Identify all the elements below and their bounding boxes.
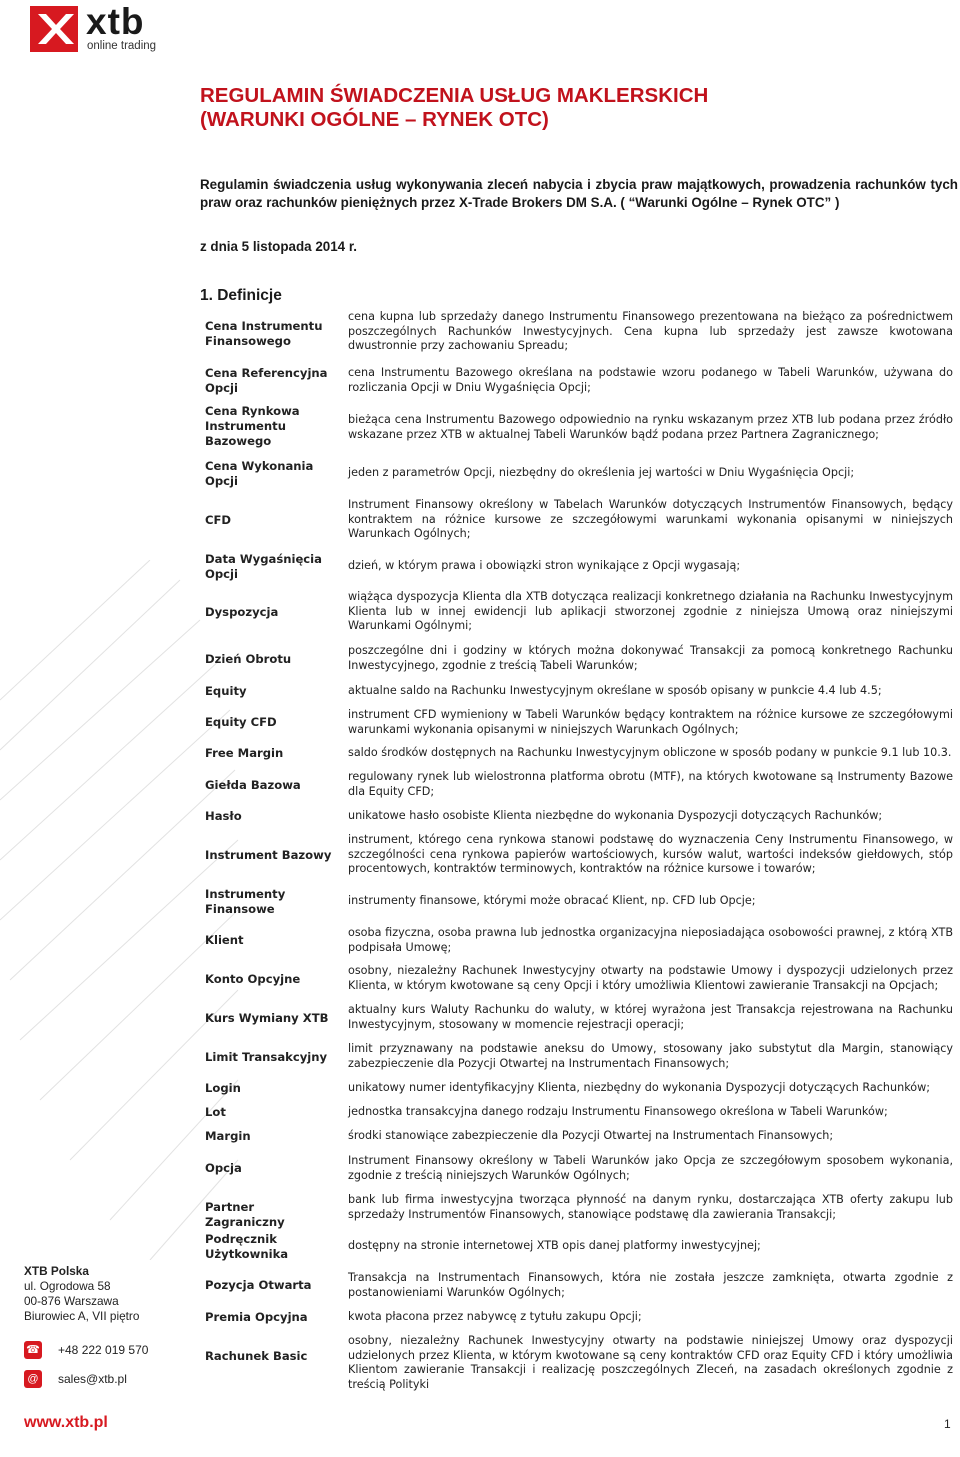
logo-wordmark: xtb: [86, 1, 145, 42]
definition-term: Podręcznik Użytkownika: [205, 1232, 289, 1261]
definition-term: Lot: [205, 1105, 226, 1119]
phone-number: +48 222 019 570: [58, 1343, 149, 1357]
definition-text: kwota płacona przez nabywcę z tytułu zakupu Opcji;: [348, 1310, 642, 1323]
definition-text: Instrument Finansowy określony w Tabelach Warunków dotyczących Instrumentów Finansowych, będący kontraktem na różnice kursowe ze szczegółowymi warunkami wykonania opisanymi w niniejszych Warunkach Ogólnych;: [348, 498, 953, 541]
definition-text: regulowany rynek lub wielostronna platforma obrotu (MTF), na których kwotowane są Instrumenty Bazowe dla Equity CFD;: [348, 770, 953, 798]
definition-term: Free Margin: [205, 746, 284, 760]
page-number: 1: [944, 1417, 951, 1431]
definition-text: bank lub firma inwestycyjna tworząca płynność na danym rynku, dostarczająca XTB oferty zakupu lub sprzedaży Instrumentów Finansowych, stanowiące podstawę dla zawierania Transakcji;: [348, 1193, 953, 1221]
definition-text: bieżąca cena Instrumentu Bazowego odpowiednio na rynku wskazanym przez XTB lub podana przez źródło wskazane przez XTB w aktualnej Tabeli Warunków bądź podana przez Partnera Zagranicznego;: [348, 413, 953, 441]
definition-term: Opcja: [205, 1161, 242, 1175]
definition-term: Instrumenty Finansowe: [205, 887, 286, 916]
definition-term: Cena Rynkowa Instrumentu Bazowego: [205, 404, 300, 448]
definition-text: Instrument Finansowy określony w Tabeli Warunków jako Opcja ze szczegółowym sposobem wykonania, zgodnie z treścią niniejszych Warunków Ogólnych;: [348, 1154, 953, 1182]
definition-text: poszczególne dni i godziny w których można dokonywać Transakcji za pomocą konkretnego Rachunku Inwestycyjnego, zgodnie z treścią Tabeli Warunków;: [348, 644, 953, 672]
definition-text: Transakcja na Instrumentach Finansowych, która nie została jeszcze zamknięta, otwarta zgodnie z postanowieniami Warunków Ogólnych;: [348, 1271, 953, 1299]
at-icon: @: [24, 1370, 42, 1388]
definition-text: jednostka transakcyjna danego rodzaju Instrumentu Finansowego określona w Tabeli Warunków;: [348, 1105, 888, 1118]
definition-term: Instrument Bazowy: [205, 848, 332, 862]
definition-text: dzień, w którym prawa i obowiązki stron wynikające z Opcji wygasają;: [348, 559, 741, 572]
phone-icon: ☎: [24, 1341, 42, 1359]
definition-text: jeden z parametrów Opcji, niezbędny do określenia jej wartości w Dniu Wygaśnięcia Opcji;: [348, 466, 855, 479]
definition-text: aktualne saldo na Rachunku Inwestycyjnym określane w sposób opisany w punkcie 4.4 lub 4.5;: [348, 684, 882, 697]
definition-text: saldo środków dostępnych na Rachunku Inwestycyjnym obliczone w sposób podany w punkcie 9.1 lub 10.3.: [348, 746, 952, 759]
definition-text: unikatowy numer identyfikacyjny Klienta, niezbędny do wykonania Dyspozycji dotyczących Rachunków;: [348, 1081, 931, 1094]
definition-text: wiążąca dyspozycja Klienta dla XTB dotycząca realizacji konkretnego działania na Rachunku Inwestycyjnym Klienta lub w innej ewidencji lub aplikacji stworzonej zgodnie z niniejsza Umową oraz niniejszymi Warunkami Ogólnymi;: [348, 590, 953, 633]
definition-text: cena Instrumentu Bazowego określana na podstawie wzoru podanego w Tabeli Warunków, używana do rozliczania Opcji w Dniu Wygaśnięcia Opcji;: [348, 366, 953, 394]
definition-term: Partner Zagraniczny: [205, 1200, 285, 1229]
definition-text: aktualny kurs Waluty Rachunku do waluty, w której wyrażona jest Transakcja rejestrowana na Rachunku Inwestycyjnym, stosowany w momencie rejestracji operacji;: [348, 1003, 953, 1031]
definition-text: unikatowe hasło osobiste Klienta niezbędne do wykonania Dyspozycji dotyczących Rachunków;: [348, 809, 883, 822]
definition-text: środki stanowiące zabezpieczenie dla Pozycji Otwartej na Instrumentach Finansowych;: [348, 1129, 834, 1142]
definition-text: osoba fizyczna, osoba prawna lub jednostka organizacyjna nieposiadająca osobowości prawnej, z którą XTB podpisała Umowę;: [348, 926, 953, 954]
title-line-1: REGULAMIN ŚWIADCZENIA USŁUG MAKLERSKICH: [200, 84, 709, 107]
email-address: sales@xtb.pl: [58, 1372, 127, 1386]
document-date: z dnia 5 listopada 2014 r.: [200, 239, 358, 254]
definition-term: Data Wygaśnięcia Opcji: [205, 552, 322, 581]
definition-term: Dzień Obrotu: [205, 652, 292, 666]
definition-text: osobny, niezależny Rachunek Inwestycyjny otwarty na podstawie Umowy i dyspozycji udzielonych przez Klienta, w którym kwotowane są ceny Opcji i który umożliwia Klientowi zawieranie Transakcji na Opcjach;: [348, 964, 953, 992]
definition-term: Kurs Wymiany XTB: [205, 1011, 329, 1025]
definition-term: Klient: [205, 933, 244, 947]
decorative-line-pattern: [0, 560, 240, 1260]
definition-term: Margin: [205, 1129, 251, 1143]
definition-term: Dyspozycja: [205, 605, 279, 619]
address-building: Biurowiec A, VII piętro: [24, 1309, 140, 1323]
definition-term: Premia Opcyjna: [205, 1310, 308, 1324]
definition-term: Cena Instrumentu Finansowego: [205, 319, 323, 348]
definition-text: instrument CFD wymieniony w Tabeli Warunków będący kontraktem na różnice kursowe ze szczegółowymi warunkami wykonania opisanymi w niniejszych Warunkach Ogólnych;: [348, 708, 953, 736]
definition-term: Equity: [205, 684, 247, 698]
definition-text: instrument, którego cena rynkowa stanowi podstawę do wyznaczenia Ceny Instrumentu Finansowego, w szczególności cena rynkowa papierów wartościowych, kursów walut, wartości indeksów giełdowych, stóp procentowych, kontraktów terminowych, kontraktów na różnice kursowe i towarów;: [348, 833, 953, 876]
definition-term: Konto Opcyjne: [205, 972, 301, 986]
definition-term: Cena Referencyjna Opcji: [205, 366, 328, 395]
document-subtitle: Regulamin świadczenia usług wykonywania zleceń nabycia i zbycia praw majątkowych, prowadzenia rachunków tych praw oraz rachunków pieniężnych przez X-Trade Brokers DM S.A. ( “Warunki Ogólne – Rynek OTC” ): [200, 177, 958, 210]
document-title: [200, 84, 708, 132]
definition-term: Equity CFD: [205, 715, 277, 729]
definition-term: Giełda Bazowa: [205, 778, 301, 792]
company-address: [24, 1264, 139, 1324]
definition-term: CFD: [205, 513, 232, 527]
definition-term: Hasło: [205, 809, 242, 823]
title-line-2: (WARUNKI OGÓLNE – RYNEK OTC): [200, 108, 549, 131]
definition-text: limit przyznawany na podstawie aneksu do Umowy, stosowany jako substytut dla Margin, stanowiący zabezpieczenie dla Pozycji Otwartej na Instrumentach Finansowych;: [348, 1042, 953, 1070]
definition-term: Pozycja Otwarta: [205, 1278, 312, 1292]
definition-text: dostępny na stronie internetowej XTB opis danej platformy inwestycyjnej;: [348, 1239, 761, 1252]
address-street: ul. Ogrodowa 58: [24, 1279, 111, 1293]
definition-text: instrumenty finansowe, którymi może obracać Klient, np. CFD lub Opcje;: [348, 894, 756, 907]
company-name: XTB Polska: [24, 1264, 89, 1278]
definition-text: osobny, niezależny Rachunek Inwestycyjny otwarty na podstawie niniejszej Umowy oraz dyspozycji udzielonych przez Klienta, w którym kwotowane są ceny kontraktów CFD oraz Equity CFD i który umożliwia Klientom zawieranie Transakcji i realizację poszczególnych Zleceń, na zasadach określonych zgodnie z treścią Polityki: [348, 1334, 953, 1391]
definition-term: Cena Wykonania Opcji: [205, 459, 314, 488]
logo-subtitle: online trading: [87, 40, 157, 52]
section-title: 1. Definicje: [200, 287, 282, 304]
definition-text: cena kupna lub sprzedaży danego Instrumentu Finansowego prezentowana na bieżąco za pośrednictwem poszczególnych Rachunków Inwestycyjnych. Cena kupna lub sprzedaży jest zawsze kwotowana dwustronnie przy zachowaniu Spreadu;: [348, 310, 953, 353]
definition-term: Rachunek Basic: [205, 1349, 308, 1363]
x-logo-icon: [30, 6, 78, 52]
xtb-logo-mark[interactable]: [30, 6, 78, 52]
definition-term: Limit Transakcyjny: [205, 1050, 328, 1064]
address-city: 00-876 Warszawa: [24, 1294, 119, 1308]
definition-term: Login: [205, 1081, 241, 1095]
website-link[interactable]: www.xtb.pl: [24, 1414, 108, 1431]
